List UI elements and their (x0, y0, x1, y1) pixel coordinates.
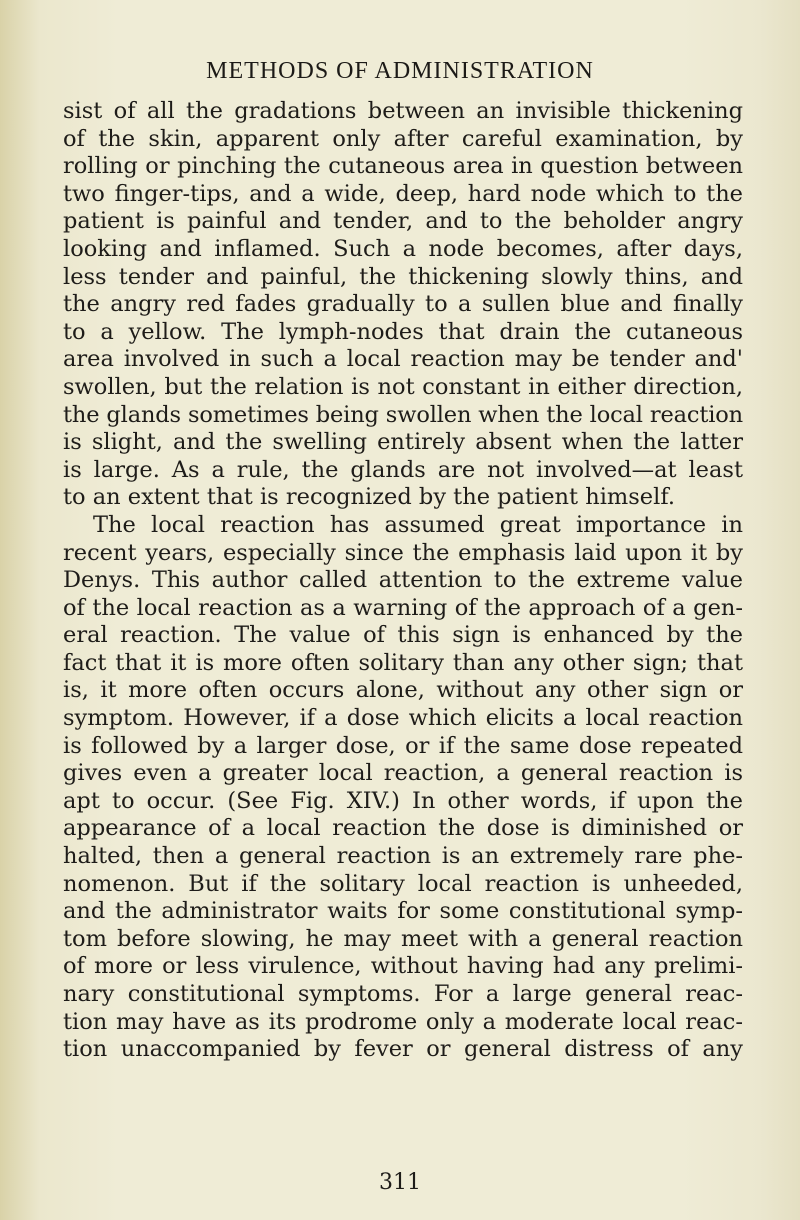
text-line: appearance of a local reaction the dose is diminished or (63, 815, 743, 842)
text-line: nomenon. But if the solitary local reaction is unheeded, (63, 870, 743, 897)
text-line: looking and inflamed. Such a node becomes, after days, (63, 235, 743, 262)
text-line: area involved in such a local reaction may be tender and' (63, 346, 743, 373)
text-line: sist of all the gradations between an invisible thickening (63, 98, 743, 124)
text-line: swollen, but the relation is not constant in either direction, (63, 373, 743, 400)
text-line: is followed by a larger dose, or if the same dose repeated (63, 732, 743, 759)
text-line: of more or less virulence, without having had any prelimi- (63, 953, 743, 980)
text-line: Denys. This author called attention to the extreme value (63, 567, 743, 594)
text-line: apt to occur. (See Fig. XIV.) In other words, if upon the (63, 787, 743, 814)
text-line: tion unaccompanied by fever or general distress of any (63, 1036, 743, 1063)
text-line: fact that it is more often solitary than any other sign; that (63, 649, 743, 676)
text-line: eral reaction. The value of this sign is enhanced by the (63, 622, 743, 649)
text-line: patient is painful and tender, and to the beholder angry (63, 208, 743, 235)
text-line: less tender and painful, the thickening slowly thins, and (63, 263, 743, 290)
text-line: is large. As a rule, the glands are not involved—at least (63, 456, 743, 483)
text-line: nary constitutional symptoms. For a large general reac- (63, 981, 743, 1007)
text-line: recent years, especially since the emphasis laid upon it by (63, 539, 743, 566)
text-line: of the local reaction as a warning of the approach of a gen- (63, 594, 743, 621)
body-text (63, 98, 743, 1064)
text-line: symptom. However, if a dose which elicits a local reaction (63, 705, 743, 732)
running-head: METHODS OF ADMINISTRATION (206, 58, 594, 84)
text-line: is, it more often occurs alone, without any other sign or (63, 677, 743, 704)
page-number: 311 (379, 1170, 421, 1195)
text-line: tion may have as its prodrome only a moderate local reac- (63, 1008, 743, 1035)
text-line: and the administrator waits for some constitutional symp- (63, 898, 743, 925)
text-line: gives even a greater local reaction, a general reaction is (63, 760, 743, 787)
text-line: to an extent that is recognized by the patient himself. (63, 484, 675, 511)
text-line: is slight, and the swelling entirely absent when the latter (63, 429, 743, 456)
text-line: the glands sometimes being swollen when the local reaction (63, 401, 743, 428)
text-line: two finger-tips, and a wide, deep, hard node which to the (63, 180, 743, 207)
text-line: the angry red fades gradually to a sullen blue and finally (63, 291, 743, 318)
text-line: The local reaction has assumed great importance in (93, 511, 743, 538)
text-line: rolling or pinching the cutaneous area in question between (63, 153, 743, 180)
text-line: tom before slowing, he may meet with a general reaction (63, 925, 743, 952)
text-line: halted, then a general reaction is an extremely rare phe- (63, 843, 743, 870)
text-line: of the skin, apparent only after careful examination, by (63, 125, 743, 152)
text-line: to a yellow. The lymph-nodes that drain the cutaneous (63, 318, 743, 345)
